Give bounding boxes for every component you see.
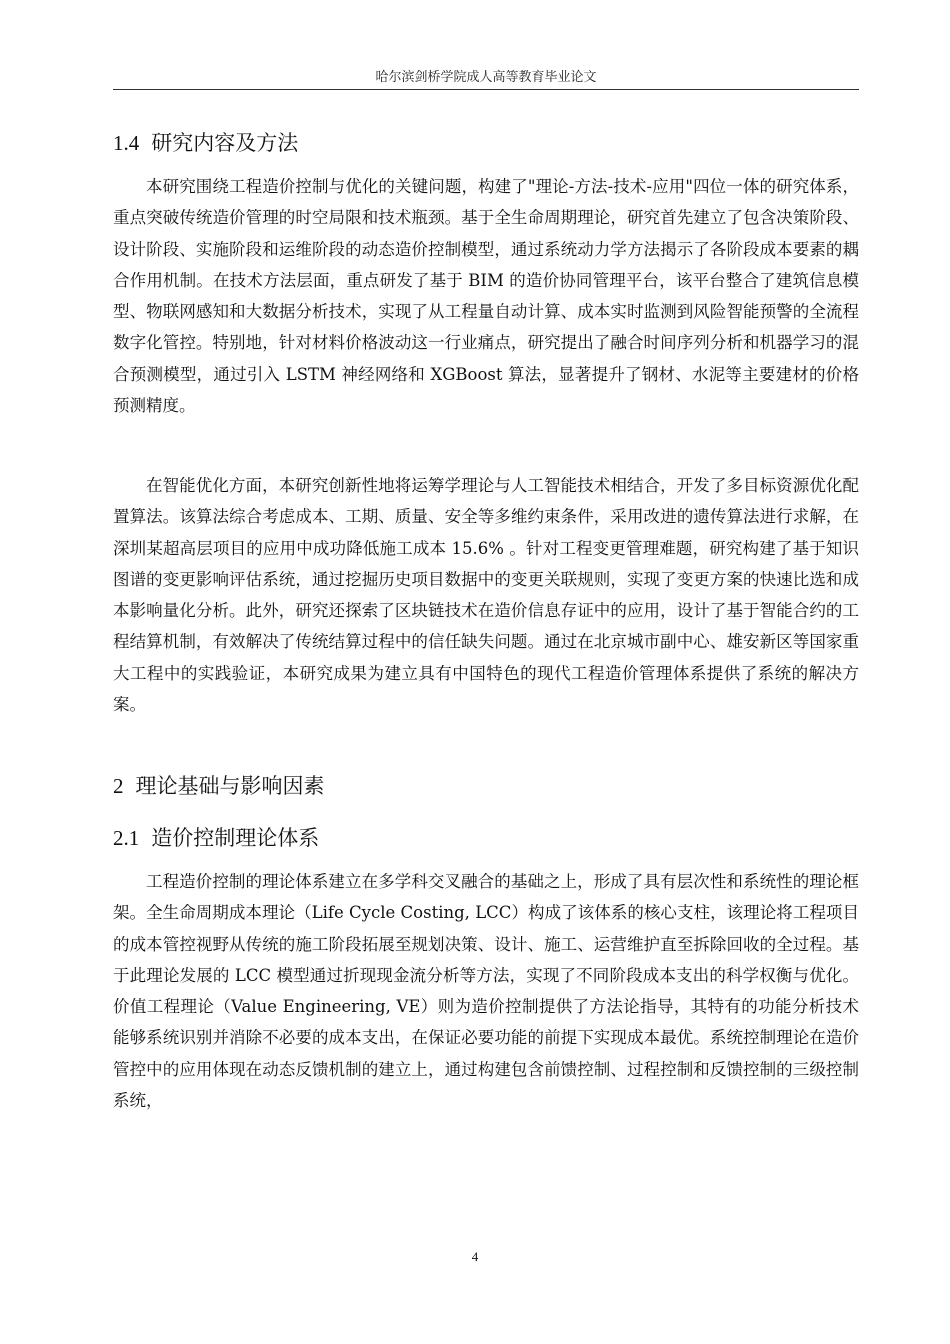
running-header: 哈尔滨剑桥学院成人高等教育毕业论文	[375, 70, 597, 85]
page-number: 4	[471, 1249, 479, 1264]
section-title: 造价控制理论体系	[151, 826, 320, 850]
header-rule	[113, 89, 859, 90]
section-number: 2.1	[113, 826, 140, 850]
body-paragraph-3: 工程造价控制的理论体系建立在多学科交叉融合的基础之上，形成了具有层次性和系统性的理论框架。全生命周期成本理论（Life Cycle Costing, LCC）构成了该体系的核心支柱，该理论将工程项目的成本管控视野从传统的施工阶段拓展至规划决策、设计、施工、运营维护直至拆除回收的全过程。基于此理论发展的 LCC 模型通过折现现金流分析等方法，实现了不同阶段成本支出的科学权衡与优化。价值工程理论（Value Engineering, VE）则为造价控制提供了方法论指导，其特有的功能分析技术能够系统识别并消除不必要的成本支出，在保证必要功能的前提下实现成本最优。系统控制理论在造价管控中的应用体现在动态反馈机制的建立上，通过构建包含前馈控制、过程控制和反馈控制的三级控制系统，	[113, 872, 859, 1111]
body-paragraph-1: 本研究围绕工程造价控制与优化的关键问题，构建了"理论-方法-技术-应用"四位一体的研究体系，重点突破传统造价管理的时空局限和技术瓶颈。基于全生命周期理论，研究首先建立了包含决策阶段、设计阶段、实施阶段和运维阶段的动态造价控制模型，通过系统动力学方法揭示了各阶段成本要素的耦合作用机制。在技术方法层面，重点研发了基于 BIM 的造价协同管理平台，该平台整合了建筑信息模型、物联网感知和大数据分析技术，实现了从工程量自动计算、成本实时监测到风险智能预警的全流程数字化管控。特别地，针对材料价格波动这一行业痛点，研究提出了融合时间序列分析和机器学习的混合预测模型，通过引入 LSTM 神经网络和 XGBoost 算法，显著提升了钢材、水泥等主要建材的价格预测精度。	[113, 177, 859, 416]
section-heading-1-4	[113, 127, 298, 157]
body-paragraph-2: 在智能优化方面，本研究创新性地将运筹学理论与人工智能技术相结合，开发了多目标资源优化配置算法。该算法综合考虑成本、工期、质量、安全等多维约束条件，采用改进的遗传算法进行求解，在深圳某超高层项目的应用中成功降低施工成本 15.6% 。针对工程变更管理难题，研究构建了基于知识图谱的变更影响评估系统，通过挖掘历史项目数据中的变更关联规则，实现了变更方案的快速比选和成本影响量化分析。此外，研究还探索了区块链技术在造价信息存证中的应用，设计了基于智能合约的工程结算机制，有效解决了传统结算过程中的信任缺失问题。通过在北京城市副中心、雄安新区等国家重大工程中的实践验证，本研究成果为建立具有中国特色的现代工程造价管理体系提供了系统的解决方案。	[113, 476, 859, 715]
section-number: 2	[113, 774, 124, 798]
section-number: 1.4	[113, 131, 140, 155]
section-heading-2	[113, 770, 325, 800]
section-title: 研究内容及方法	[151, 131, 299, 155]
section-title: 理论基础与影响因素	[135, 774, 325, 798]
section-heading-2-1	[113, 822, 319, 852]
